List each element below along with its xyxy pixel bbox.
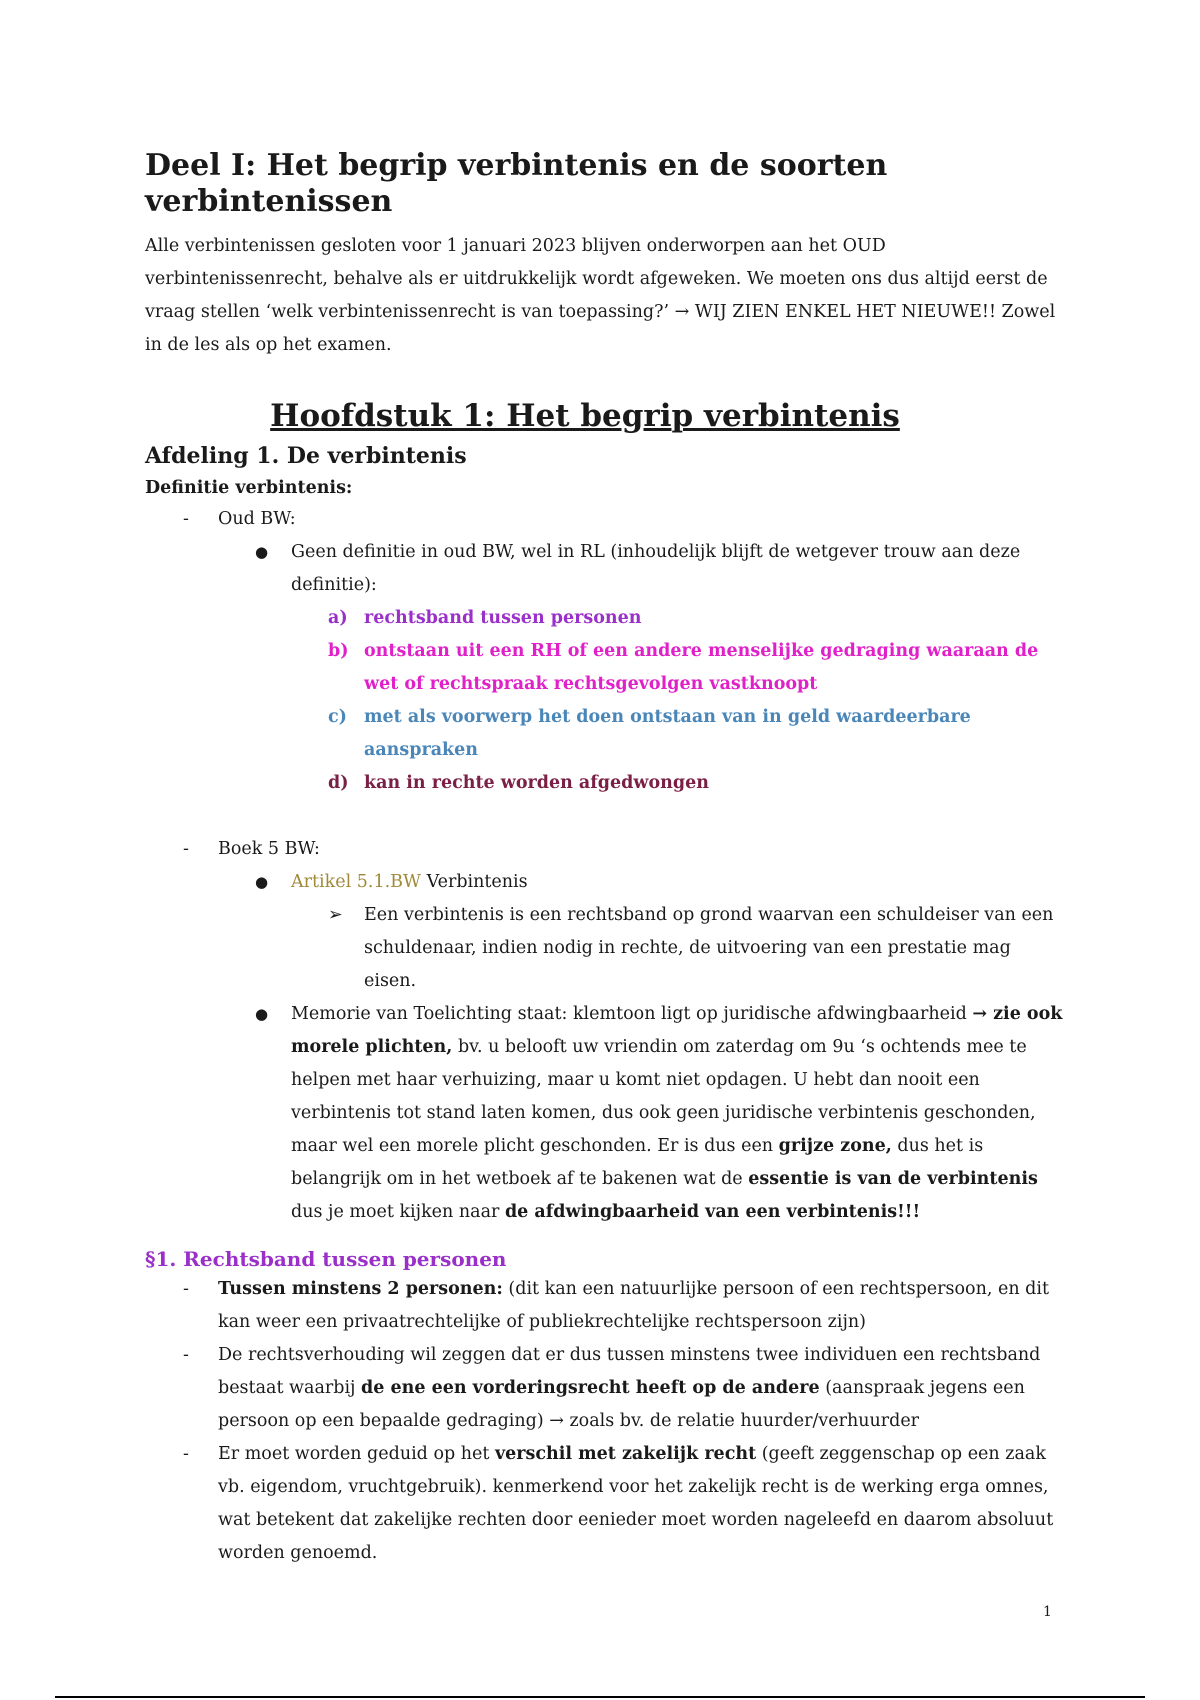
item-marker: a): [328, 608, 348, 629]
intro-paragraph: Alle verbintenissen gesloten voor 1 januari 2023 blijven onderworpen aan het OUD verbintenissenrecht, behalve als er uitdrukkelijk wordt afgeweken. We moeten ons dus altijd eerst de vraag stellen ‘welk verbintenissenrecht is van toepassing?’ → WIJ ZIEN ENKEL HET NIEUWE!! Zowel in de les als op het examen.: [145, 236, 1056, 355]
dash-marker: -: [183, 509, 189, 530]
bullet-icon: ●: [255, 873, 269, 892]
par1-item-3: [145, 1438, 1065, 1570]
oud-bw-bullet: [145, 536, 1065, 602]
bullet-icon: ●: [255, 543, 269, 562]
definition-item-c: [145, 701, 1065, 767]
oud-bw-item: [145, 503, 1065, 536]
memorie-text-4: dus je moet kijken naar: [291, 1202, 505, 1223]
section-title: Afdeling 1. De verbintenis: [145, 443, 467, 470]
article-title-rest: Verbintenis: [421, 872, 528, 893]
article-link[interactable]: Artikel 5.1.BW: [291, 872, 421, 893]
spacer: [145, 800, 1065, 833]
definition-heading: Definitie verbintenis:: [145, 478, 353, 499]
item-text: ontstaan uit een RH of een andere menselijke gedraging waaraan de wet of rechtspraak rechtsgevolgen vastknoopt: [364, 641, 1039, 695]
dash-marker: -: [183, 1345, 189, 1366]
oud-bw-label: Oud BW:: [218, 509, 296, 530]
boek5-item: [145, 833, 1065, 866]
definition-item-d: [145, 767, 1065, 800]
paragraph-1-title: §1. Rechtsband tussen personen: [145, 1247, 507, 1272]
oud-bw-bullet-text: Geen definitie in oud BW, wel in RL (inhoudelijk blijft de wetgever trouw aan deze definitie):: [291, 542, 1021, 596]
definition-item-a: [145, 602, 1065, 635]
par1-item-1: [145, 1273, 1065, 1339]
item-marker: b): [328, 641, 349, 662]
boek5-label: Boek 5 BW:: [218, 839, 320, 860]
page-content: [145, 148, 1065, 1570]
par1-item-3-bold: verschil met zakelijk recht: [494, 1444, 757, 1465]
item-marker: c): [328, 707, 347, 728]
article-bullet: [145, 866, 1065, 899]
memorie-bold-2: grijze zone,: [778, 1136, 892, 1157]
item-text: kan in rechte worden afgedwongen: [364, 773, 709, 794]
bullet-icon: ●: [255, 1005, 269, 1024]
article-quote: [145, 899, 1065, 998]
par1-item-3-text-1: Er moet worden geduid op het: [218, 1444, 495, 1465]
dash-marker: -: [183, 1279, 189, 1300]
arrow-bullet-icon: ➢: [328, 905, 343, 926]
par1-item-2-text-2: (aanspraak jegens een persoon op een bepaalde gedraging) → zoals bv. de relatie huurder/verhuurder: [218, 1378, 1025, 1432]
part-title: Deel I: Het begrip verbintenis en de soorten verbintenissen: [145, 148, 888, 219]
par1-item-2: [145, 1339, 1065, 1438]
par1-item-2-bold: de ene een vorderingsrecht heeft op de andere: [361, 1378, 820, 1399]
memorie-text-1: Memorie van Toelichting staat: klemtoon ligt op juridische afdwingbaarheid: [291, 1004, 973, 1025]
memorie-text-2: bv. u belooft uw vriendin om zaterdag om 9u ‘s ochtends mee te helpen met haar verhuizing, maar u komt niet opdagen. U hebt dan nooit een verbintenis tot stand laten komen, dus ook geen juridische verbintenis geschonden, maar wel een morele plicht geschonden. Er is dus een: [291, 1037, 1036, 1157]
memorie-bold-4: de afdwingbaarheid van een verbintenis!!!: [504, 1202, 921, 1223]
memorie-bullet: [145, 998, 1065, 1229]
definition-item-b: [145, 635, 1065, 701]
memorie-text-3: dus het is belangrijk om in het wetboek af te bakenen wat de: [291, 1136, 984, 1190]
memorie-bold-3: essentie is van de verbintenis: [748, 1169, 1038, 1190]
chapter-title: Hoofdstuk 1: Het begrip verbintenis: [270, 398, 900, 434]
article-text: Een verbintenis is een rechtsband op grond waarvan een schuldeiser van een schuldenaar, indien nodig in rechte, de uitvoering van een prestatie mag eisen.: [364, 905, 1054, 992]
par1-item-1-bold: Tussen minstens 2 personen:: [218, 1279, 503, 1300]
par1-item-2-text-1: De rechtsverhouding wil zeggen dat er dus tussen minstens twee individuen een rechtsband bestaat waarbij: [218, 1345, 1041, 1399]
page-number: 1: [1043, 1604, 1052, 1620]
item-marker: d): [328, 773, 349, 794]
item-text: rechtsband tussen personen: [364, 608, 642, 629]
par1-item-3-text-2: (geeft zeggenschap op een zaak vb. eigendom, vruchtgebruik). kenmerkend voor het zakelijk recht is de werking erga omnes, wat betekent dat zakelijke rechten door eenieder moet worden nageleefd en daarom absoluut worden genoemd.: [218, 1444, 1054, 1564]
footer-divider: [55, 1696, 1145, 1698]
memorie-bold-1: → zie ook morele plichten,: [291, 1004, 1063, 1058]
par1-item-1-text: (dit kan een natuurlijke persoon of een rechtspersoon, en dit kan weer een privaatrechtelijke of publiekrechtelijke rechtspersoon zijn): [218, 1279, 1049, 1333]
item-text: met als voorwerp het doen ontstaan van in geld waardeerbare aanspraken: [364, 707, 971, 761]
dash-marker: -: [183, 1444, 189, 1465]
dash-marker: -: [183, 839, 189, 860]
